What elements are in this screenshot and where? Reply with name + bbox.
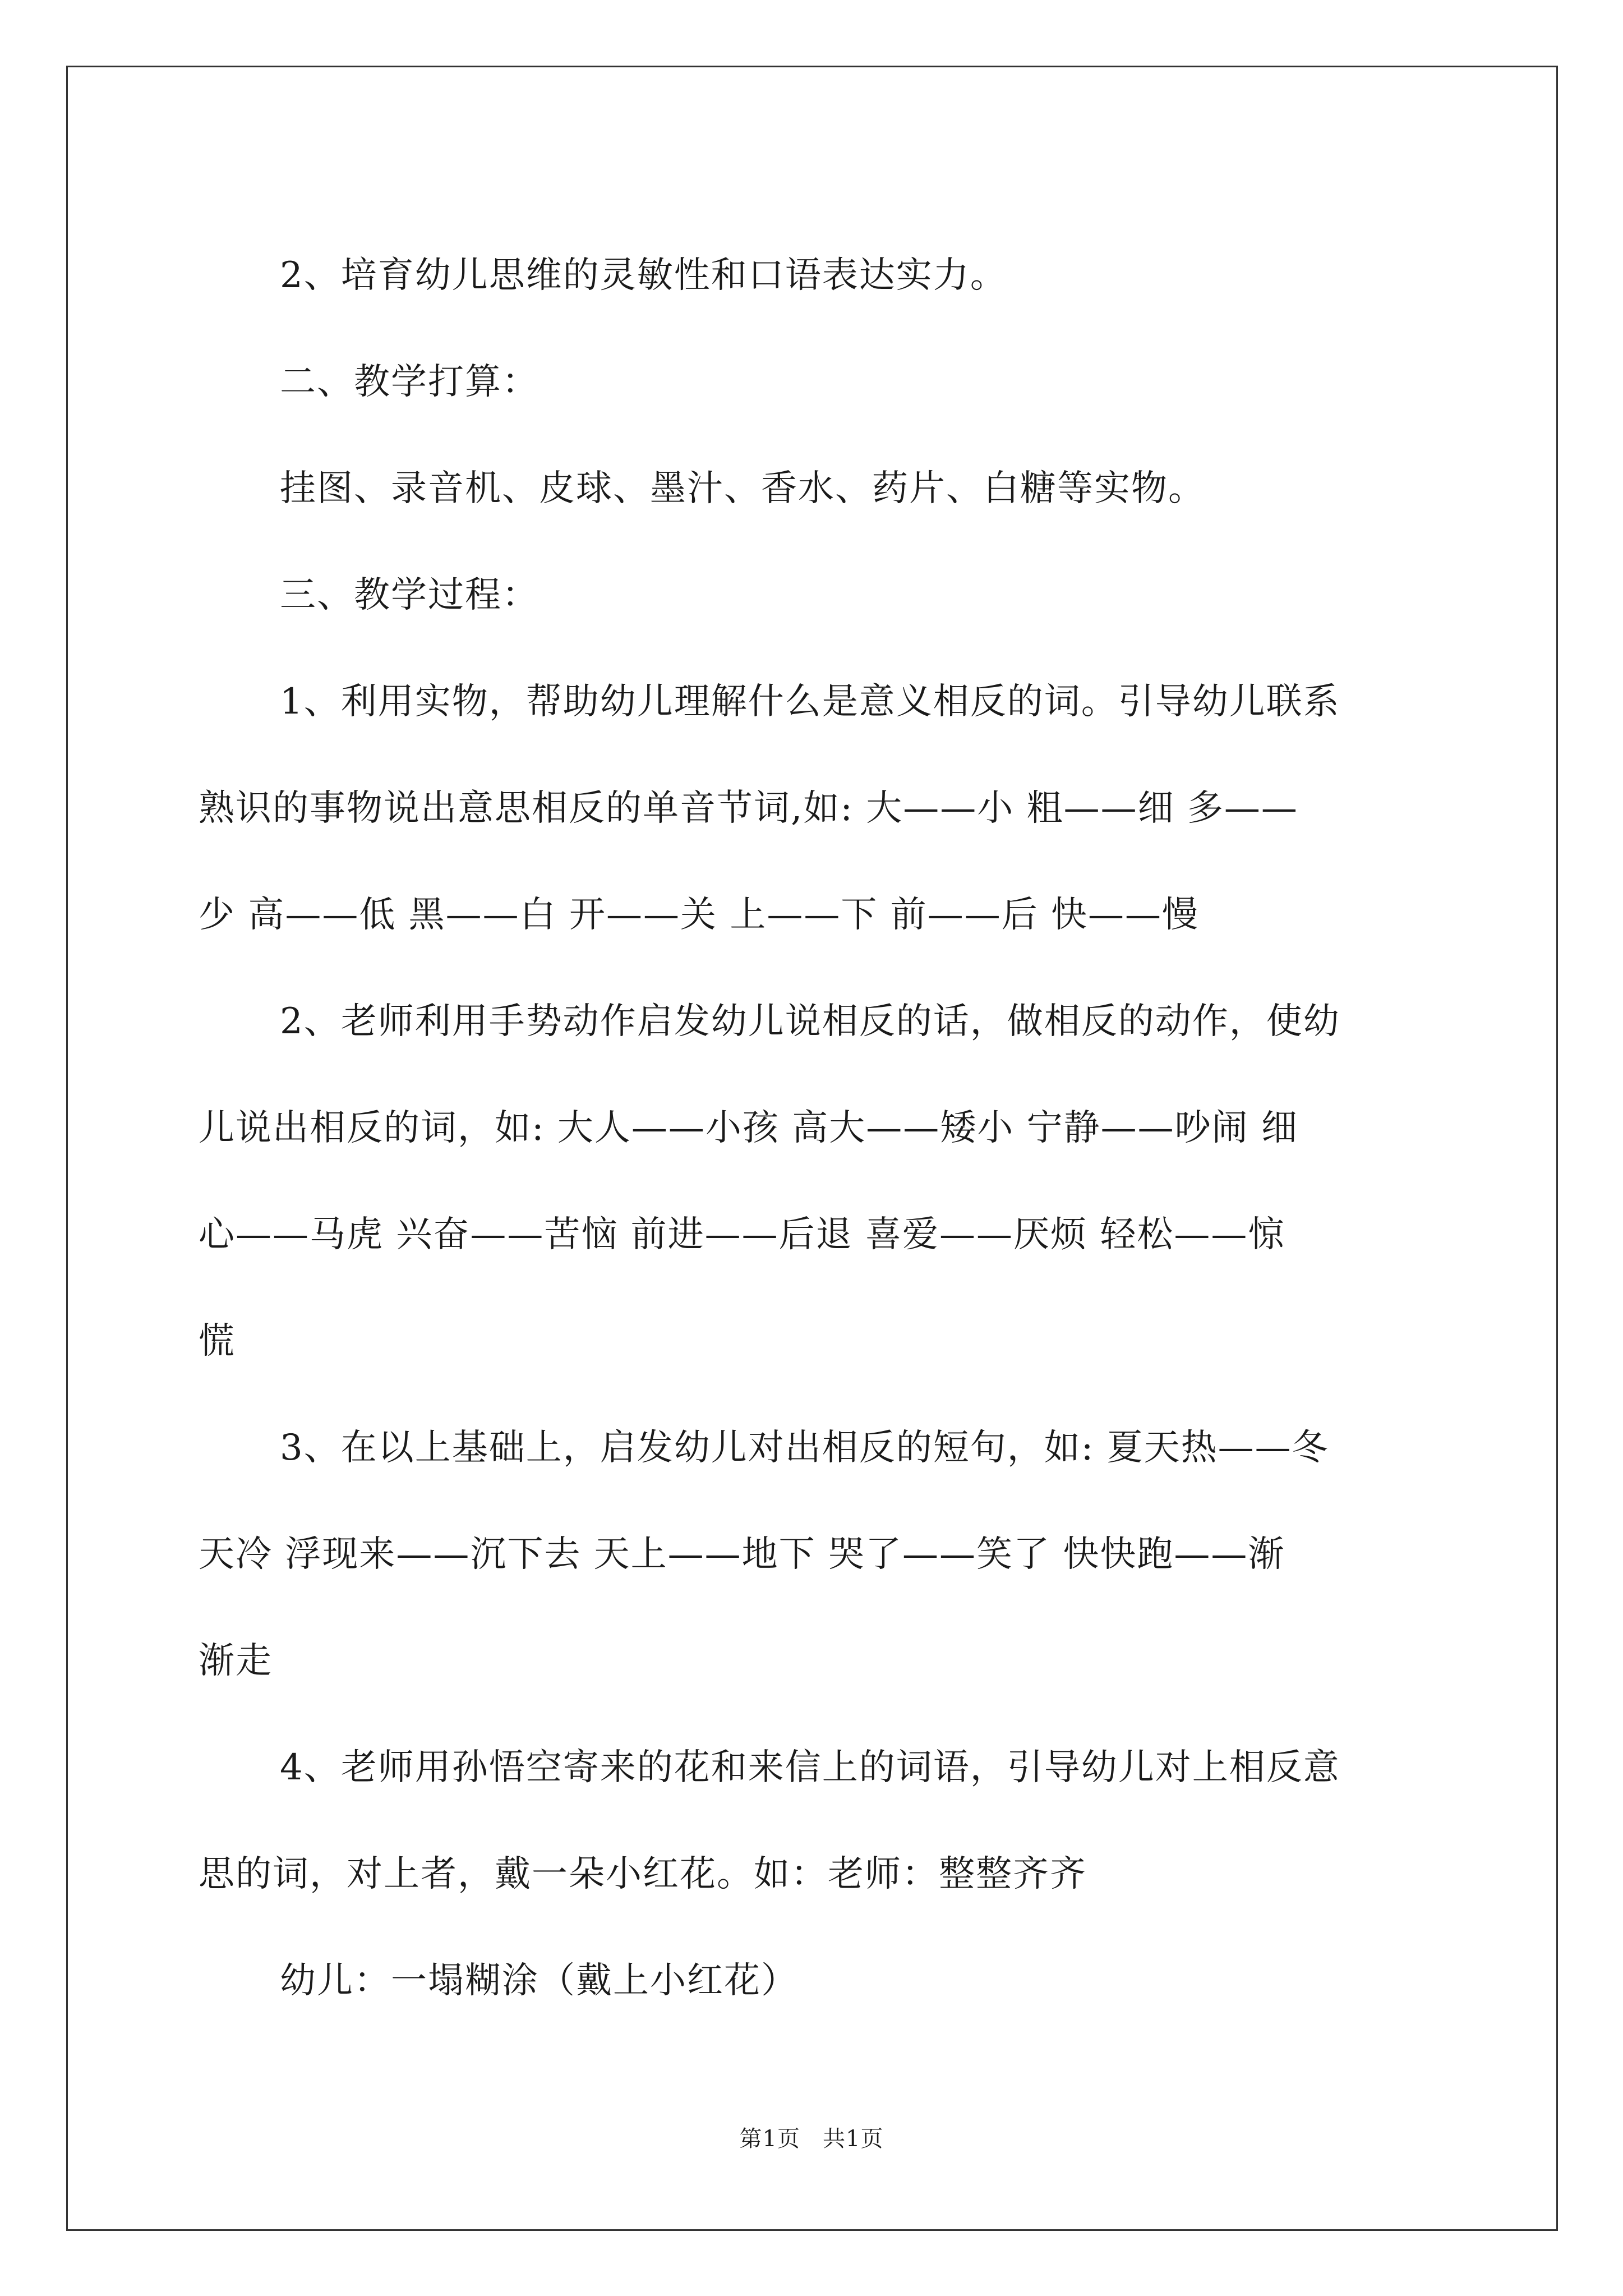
paragraph-line: 思的词，对上者，戴一朵小红花。如：老师：整整齐齐 xyxy=(199,1853,1087,1895)
paragraph-line: 少 高——低 黑——白 开——关 上——下 前——后 快——慢 xyxy=(199,894,1200,936)
paragraph-line: 渐走 xyxy=(199,1640,273,1682)
paragraph-line: 儿说出相反的词，如: 大人——小孩 高大——矮小 宁静——吵闹 细 xyxy=(199,1107,1298,1149)
page-footer xyxy=(0,2125,1623,2153)
section-heading: 三、教学过程： xyxy=(280,574,539,616)
paragraph-line: 天冷 浮现来——沉下去 天上——地下 哭了——笑了 快快跑——渐 xyxy=(199,1534,1285,1575)
paragraph-line: 2、老师利用手势动作启发幼儿说相反的话，做相反的动作，使幼 xyxy=(280,1001,1340,1042)
paragraph-line: 熟识的事物说出意思相反的单音节词,如: 大——小 粗——细 多—— xyxy=(199,788,1298,829)
paragraph-line: 幼儿：一塌糊涂（戴上小红花） xyxy=(280,1960,798,2001)
paragraph-line: 4、老师用孙悟空寄来的花和来信上的词语，引导幼儿对上相反意 xyxy=(280,1747,1340,1788)
paragraph-line: 心——马虎 兴奋——苦恼 前进——后退 喜爱——厌烦 轻松——惊 xyxy=(199,1214,1285,1255)
paragraph-line: 2、培育幼儿思维的灵敏性和口语表达实力。 xyxy=(280,255,1007,296)
paragraph-line: 慌 xyxy=(199,1320,236,1362)
page-number: 第1页 xyxy=(739,2126,800,2152)
document-body xyxy=(199,222,1432,2034)
paragraph-line: 挂图、录音机、皮球、墨汁、香水、药片、白糖等实物。 xyxy=(280,468,1205,509)
page-total: 共1页 xyxy=(823,2126,884,2152)
paragraph-line: 3、在以上基础上，启发幼儿对出相反的短句，如: 夏天热——冬 xyxy=(280,1427,1329,1469)
paragraph-line: 1、利用实物，帮助幼儿理解什么是意义相反的词。引导幼儿联系 xyxy=(280,681,1340,723)
section-heading: 二、教学打算： xyxy=(280,361,539,403)
